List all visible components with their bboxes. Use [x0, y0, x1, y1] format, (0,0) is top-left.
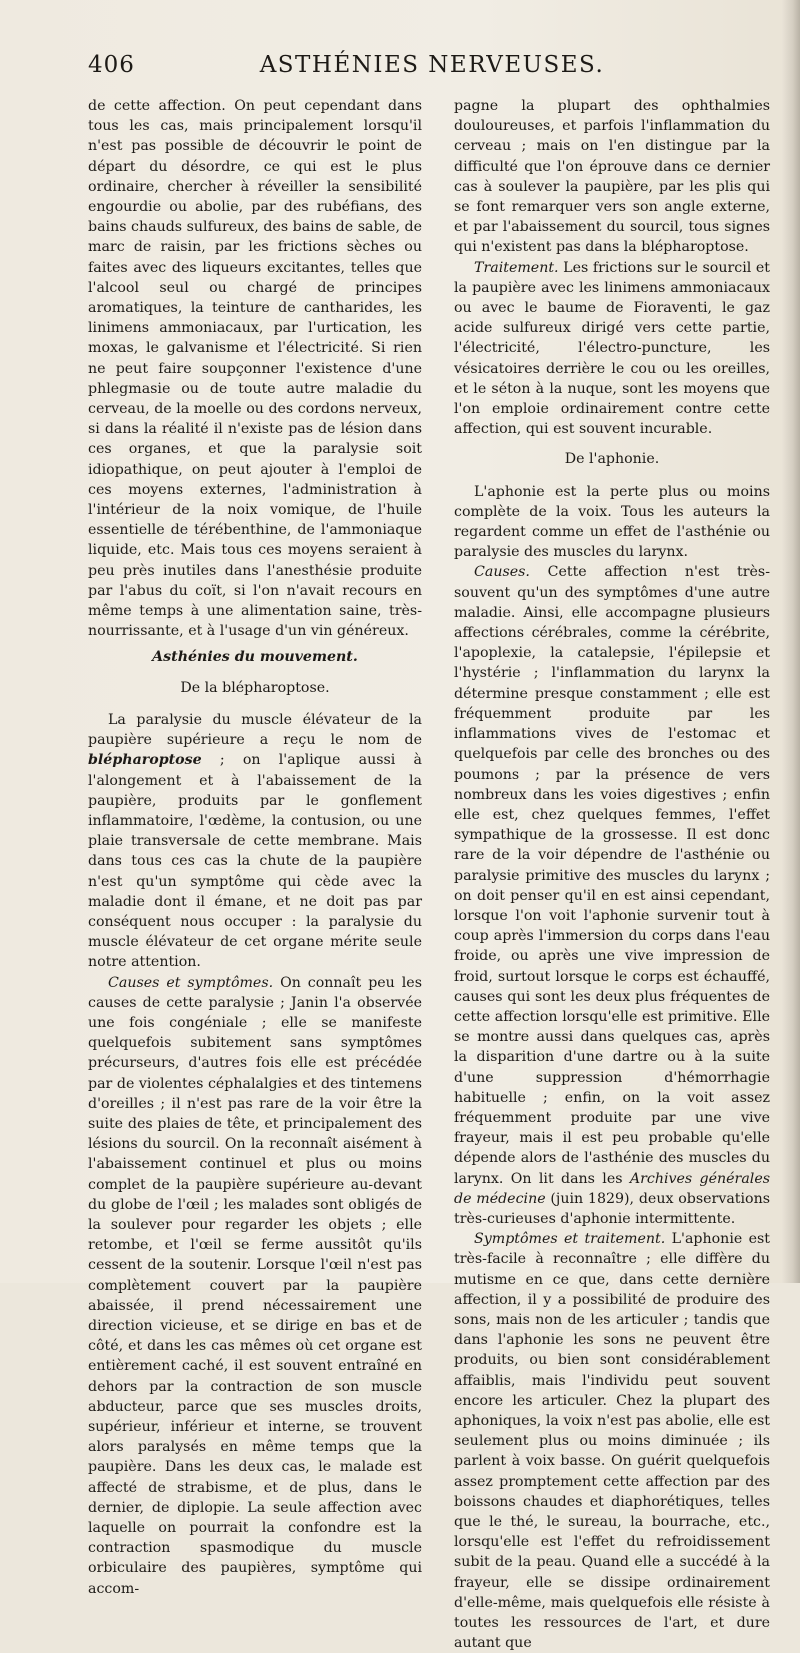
paragraph-label: Traitement.: [474, 259, 559, 276]
text-run: Cette affection n'est très-souvent qu'un des symptômes d'une autre maladie. Ainsi, elle accompagne plusieurs affections cérébrales, comme la cérébrite, l'apoplexie, la catalepsie, l'épilepsie et l'hystérie ; l'inflammation du larynx la détermine presque constamment ; elle est fréquemment produite par les inflammations vives de l'estomac et quelquefois par celle des bronches ou des poumons ; par la présence de vers nombreux dans les voies digestives ; enfin elle est, chez quelques femmes, l'effet sympathique de la grossesse. Il est donc rare de la voir dépendre de l'asthénie ou paralysie primitive des muscles du larynx ; on doit penser qu'il en est ainsi cependant, lorsque l'on voit l'aphonie survenir tout à coup après l'immersion du corps dans l'eau froide, ou après une vive impression de froid, surtout lorsque le corps est échauffé, causes qui sont les deux plus fréquentes de cette affection lorsqu'elle est primitive. Elle se montre aussi dans quelques cas, après la disparition d'une dartre ou à la suite d'une suppression d'hémorrhagie habituelle ; enfin, on la voit assez fréquemment produite par une vive frayeur, mais il est peu probable qu'elle dépende alors de l'asthénie des muscles du larynx. On lit dans les: [454, 564, 770, 1187]
text-run: Les frictions sur le sourcil et la paupière avec les linimens ammoniacaux ou avec le baume de Fioraventi, le gaz acide sulfureux dirigé vers cette partie, l'électricité, l'électro-puncture, les vésicatoires derrière le cou ou les oreilles, et le séton à la nuque, sont les moyens que l'on emploie ordinairement contre cette affection, qui est souvent incurable.: [454, 259, 770, 438]
paragraph: [454, 1229, 770, 1653]
paragraph: [88, 710, 422, 973]
term: blépharoptose: [88, 752, 202, 769]
paragraph: de cette affection. On peut cependant dans tous les cas, mais principalement lorsqu'il n'est pas possible de découvrir le point de départ du désordre, ce qui est le plus ordinaire, chercher à réveiller la sensibilité engourdie ou abolie, par des rubéfians, des bains chauds sulfureux, des bains de sable, de marc de raisin, par les frictions sèches ou faites avec des liqueurs excitantes, telles que l'alcool seul ou chargé de principes aromatiques, la teinture de cantharides, les linimens ammoniacaux, par l'urtication, les moxas, le galvanisme et l'électricité. Si rien ne peut faire soupçonner l'existence d'une phlegmasie ou de toute autre maladie du cerveau, de la moelle ou des cordons nerveux, si dans la réalité il n'existe pas de lésion dans ces organes, et que la paralysie soit idiopathique, on peut ajouter à l'emploi de ces moyens externes, l'administration à l'intérieur de la noix vomique, de l'huile essentielle de térébenthine, de l'ammoniaque liquide, etc. Mais tous ces moyens seraient à peu près inutiles dans l'anesthésie produite par l'abus du coït, si l'on n'avait recours en même temps à une alimentation saine, très-nourrissante, et à l'usage d'un vin généreux.: [88, 98, 422, 640]
paragraph: pagne la plupart des ophthalmies douloureuses, et parfois l'inflammation du cerveau ; mais on l'en distingue par la difficulté que l'on éprouve dans ce dernier cas à soulever la paupière, par les plis qui se font remarquer vers son angle externe, et par l'abaissement du sourcil, tous signes qui n'existent pas dans la blépharoptose.: [454, 98, 770, 256]
left-column: [88, 96, 422, 1599]
paragraph-label: Causes.: [474, 564, 530, 581]
paragraph: [454, 562, 770, 1229]
text-run: (juin 1829), deux observations très-curieuses d'aphonie intermittente.: [454, 1190, 770, 1227]
paragraph: [88, 973, 422, 1599]
text-run: L'aphonie est très-facile à reconnaître ; elle diffère du mutisme en ce que, dans cette dernière affection, il y a possibilité de produire des sons, mais non de les articuler ; tandis que dans l'aphonie les sons ne peuvent être produits, ou bien sont considérablement affaiblis, mais l'individu peut souvent encore les articuler. Chez la plupart des aphoniques, la voix n'est pas abolie, elle est seulement plus ou moins diminuée ; ils parlent à voix basse. On guérit quelquefois assez promptement cette affection par des boissons chaudes et diaphorétiques, telles que le thé, le sureau, la bourrache, etc., lorsqu'elle est l'effet du refroidissement subit de la peau. Quand elle a succédé à la frayeur, elle se dissipe ordinairement d'elle-même, mais quelquefois elle résiste à toutes les ressources de l'art, et dure autant que: [454, 1231, 770, 1652]
paragraph: L'aphonie est la perte plus ou moins complète de la voix. Tous les auteurs la regardent comme un effet de l'asthénie ou paralysie des muscles du larynx.: [454, 483, 770, 561]
section-heading: De l'aphonie.: [564, 451, 660, 468]
right-column: [454, 96, 770, 1653]
journal-title: Archives générales de médecine: [454, 1170, 771, 1207]
paragraph-label: Causes et symptômes.: [108, 974, 274, 991]
sub-heading: Asthénies du mouvement.: [152, 649, 358, 666]
text-run: La paralysie du muscle élévateur de la paupière supérieure a reçu le nom de: [88, 711, 422, 749]
paragraph-label: Symptômes et traitement.: [474, 1231, 666, 1248]
text-run: ; on l'aplique aussi à l'alongement et à l'abaissement de la paupière, produits par le gonflement inflammatoire, l'œdème, la contusion, ou une plaie transversale de cette membrane. Mais dans tous ces cas la chute de la paupière n'est qu'un symptôme qui cède avec la maladie dont il émane, et ne doit pas par conséquent nous occuper : la paralysie du muscle élévateur de cet organe mérite seule notre attention.: [88, 752, 422, 971]
page-number: 406: [88, 52, 135, 78]
paragraph: [454, 258, 770, 440]
page-header: [88, 52, 776, 92]
text-run: On connaît peu les causes de cette paralysie ; Janin l'a observée une fois congéniale ; elle se manifeste quelquefois subitement sans symptômes précurseurs, d'autres fois elle est précédée par de violentes céphalalgies et des tintemens d'oreilles ; il n'est pas rare de la voir être la suite des plaies de tête, et principalement des lésions du sourcil. On la reconnaît aisément à l'abaissement continuel et plus ou moins complet de la paupière supérieure au-devant du globe de l'œil ; les malades sont obligés de la soulever pour regarder les objets ; elle retombe, et l'œil se ferme aussitôt qu'ils cessent de la soutenir. Lorsque l'œil n'est pas complètement couvert par la paupière abaissée, il prend nécessairement une direction vicieuse, et se dirige en bas et de côté, et dans les cas mêmes où cet organe est entièrement caché, il est souvent entraîné en dehors par la contraction de son muscle abducteur, parce que ses muscles droits, supérieur, inférieur et interne, se trouvent alors paralysés en même temps que la paupière. Dans les deux cas, le malade est affecté de strabisme, et de plus, dans le dernier, de diplopie. La seule affection avec laquelle on pourrait la confondre est la contraction spasmodique du muscle orbiculaire des paupières, symptôme qui accom-: [88, 974, 422, 1597]
running-head: ASTHÉNIES NERVEUSES.: [259, 52, 605, 78]
section-heading: De la blépharoptose.: [180, 679, 330, 696]
page-gutter-shadow: [782, 0, 800, 1283]
